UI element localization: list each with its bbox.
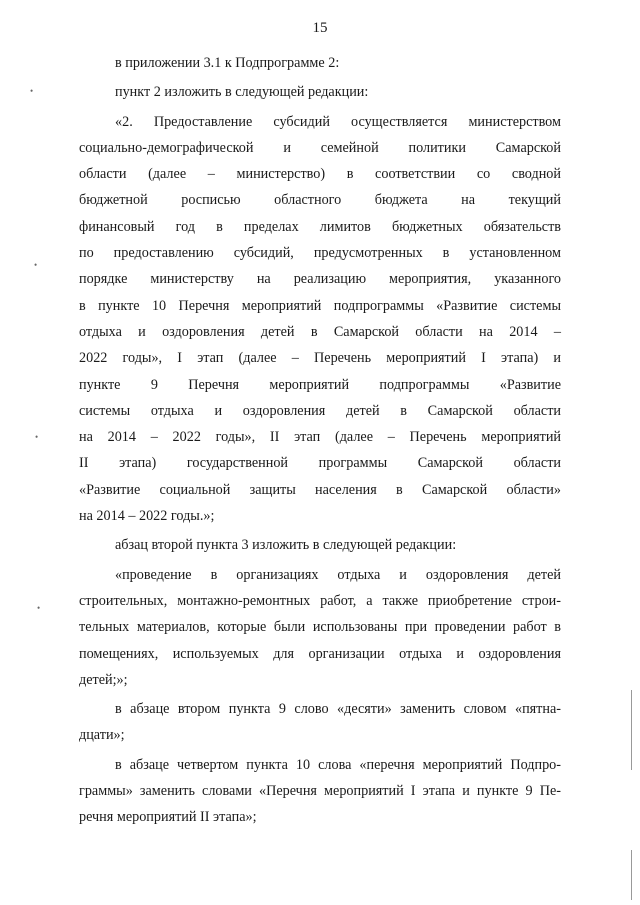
- paragraph-item3-text: [79, 562, 561, 693]
- scan-speck: •: [30, 86, 34, 96]
- text-line: граммы» заменить словами «Перечня мероприятий I этапа и пункте 9 Пе-: [79, 783, 561, 800]
- text-line: «2. Предоставление субсидий осуществляется министерством: [115, 113, 561, 130]
- text-line: области (далее – министерство) в соответствии со сводной: [79, 166, 561, 183]
- text-line: по предоставлению субсидий, предусмотренных в установленном: [79, 245, 561, 262]
- text-line: пункт 2 изложить в следующей редакции:: [115, 84, 369, 101]
- text-line: дцати»;: [79, 727, 125, 744]
- paragraph-item10: [79, 752, 561, 831]
- text-line: на 2014 – 2022 годы.»;: [79, 508, 215, 525]
- text-line: пункте 9 Перечня мероприятий подпрограммы «Развитие: [79, 376, 561, 393]
- text-line: 2022 годы», I этап (далее – Перечень мероприятий I этапа) и: [79, 350, 561, 367]
- scan-speck: •: [34, 260, 38, 270]
- paragraph-appendix-intro: [79, 50, 561, 76]
- text-line: II этапа) государственной программы Самарской области: [79, 455, 561, 472]
- text-line: в приложении 3.1 к Подпрограмме 2:: [115, 55, 340, 71]
- text-line: в пункте 10 Перечня мероприятий подпрограммы «Развитие системы: [79, 297, 561, 314]
- text-line: помещениях, используемых для организации отдыха и оздоровления: [79, 645, 561, 662]
- text-line: в абзаце втором пункта 9 слово «десяти» заменить словом «пятна-: [115, 701, 561, 718]
- paragraph-item9: [79, 696, 561, 749]
- page-number: 15: [312, 20, 328, 36]
- text-line: социально-демографической и семейной политики Самарской: [79, 139, 561, 156]
- paragraph-item2-heading: [79, 79, 561, 105]
- text-line: в абзаце четвертом пункта 10 слова «перечня мероприятий Подпро-: [115, 756, 561, 773]
- text-line: абзац второй пункта 3 изложить в следующей редакции:: [115, 537, 457, 554]
- document-body: [79, 50, 561, 831]
- text-line: «Развитие социальной защиты населения в Самарской области»: [79, 481, 561, 498]
- text-line: «проведение в организациях отдыха и оздоровления детей: [115, 566, 561, 583]
- text-line: системы отдыха и оздоровления детей в Самарской области: [79, 402, 561, 419]
- text-line: речня мероприятий II этапа»;: [79, 809, 257, 826]
- scan-edge-line: [631, 850, 632, 900]
- text-line: финансовый год в пределах лимитов бюджетных обязательств: [79, 218, 561, 235]
- text-line: порядке министерству на реализацию мероприятия, указанного: [79, 271, 561, 288]
- text-line: на 2014 – 2022 годы», II этап (далее – Перечень мероприятий: [79, 429, 561, 446]
- text-line: отдыха и оздоровления детей в Самарской области на 2014 –: [79, 323, 561, 340]
- scan-speck: •: [35, 432, 39, 442]
- text-line: тельных материалов, которые были использованы при проведении работ в: [79, 619, 561, 636]
- paragraph-item3-heading: [79, 532, 561, 558]
- scan-edge-line: [631, 690, 632, 770]
- scan-speck: •: [37, 603, 41, 613]
- text-line: строительных, монтажно-ремонтных работ, а также приобретение строи-: [79, 592, 561, 609]
- paragraph-item2-text: [79, 109, 561, 530]
- text-line: детей;»;: [79, 671, 128, 688]
- text-line: бюджетной росписью областного бюджета на текущий: [79, 192, 561, 209]
